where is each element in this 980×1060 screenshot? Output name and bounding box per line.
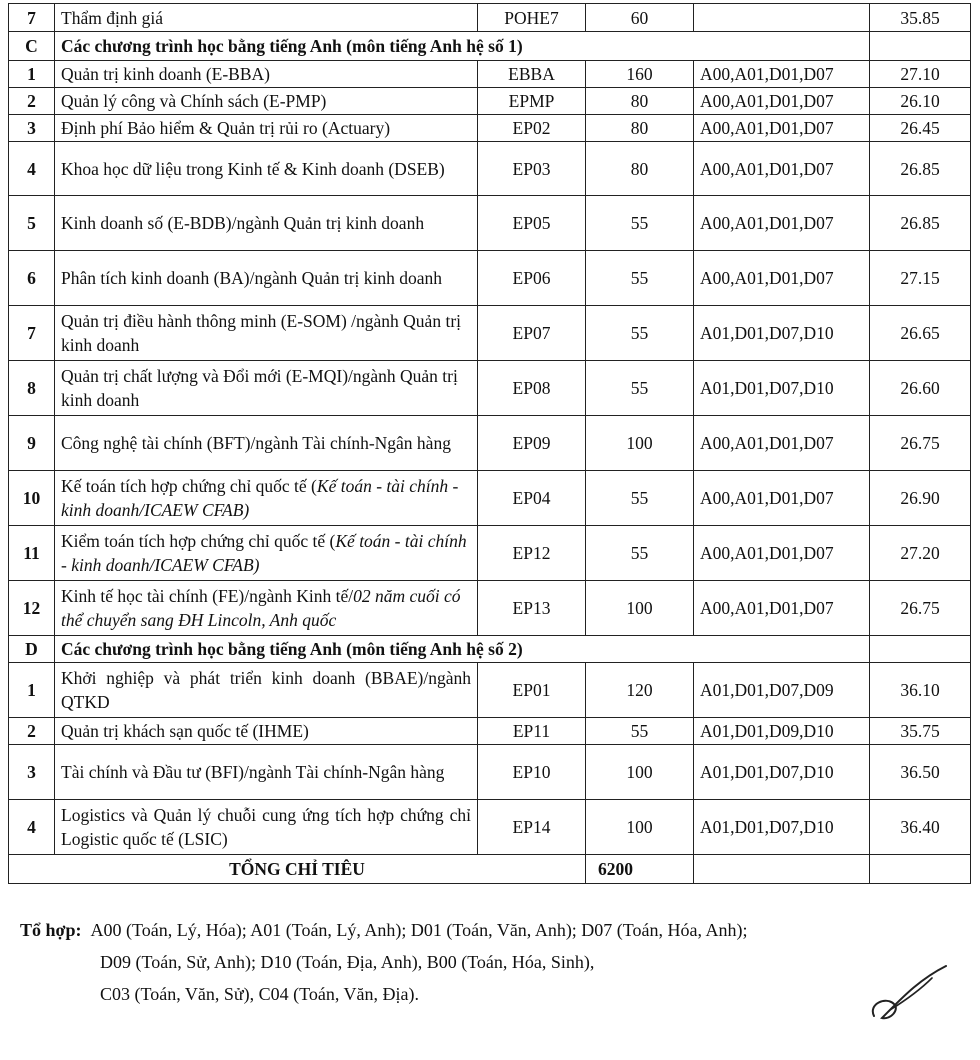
section-index: D <box>9 636 55 663</box>
notes-line: A00 (Toán, Lý, Hóa); A01 (Toán, Lý, Anh); D01 (Toán, Văn, Anh); D07 (Toán, Hóa, Anh); <box>90 920 748 940</box>
subject-combination: A01,D01,D07,D10 <box>694 800 870 855</box>
section-index: C <box>9 32 55 61</box>
table-row <box>9 142 971 196</box>
cutoff-score: 26.90 <box>870 471 971 526</box>
subject-combination: A01,D01,D07,D10 <box>694 745 870 800</box>
program-name <box>55 526 478 581</box>
table-row <box>9 251 971 306</box>
program-code: POHE7 <box>478 4 586 32</box>
program-quota: 100 <box>586 581 694 636</box>
program-code: EP14 <box>478 800 586 855</box>
table-row <box>9 115 971 142</box>
cutoff-score: 35.75 <box>870 718 971 745</box>
program-name: Tài chính và Đầu tư (BFI)/ngành Tài chính-Ngân hàng <box>55 745 478 800</box>
signature-mark <box>860 960 950 1030</box>
cutoff-score: 26.65 <box>870 306 971 361</box>
score-cell <box>870 32 971 61</box>
section-title: Các chương trình học bằng tiếng Anh (môn tiếng Anh hệ số 2) <box>55 636 870 663</box>
program-quota: 160 <box>586 61 694 88</box>
program-code: EP06 <box>478 251 586 306</box>
row-index: 3 <box>9 115 55 142</box>
combination-notes <box>20 914 940 1010</box>
program-quota: 55 <box>586 306 694 361</box>
subject-combination: A00,A01,D01,D07 <box>694 142 870 196</box>
table-row <box>9 636 971 663</box>
program-code: EPMP <box>478 88 586 115</box>
program-name: Quản trị kinh doanh (E-BBA) <box>55 61 478 88</box>
program-name: Khởi nghiệp và phát triển kinh doanh (BBAE)/ngành QTKD <box>55 663 478 718</box>
cutoff-score: 26.75 <box>870 581 971 636</box>
cutoff-score: 27.15 <box>870 251 971 306</box>
table-row <box>9 800 971 855</box>
table-row <box>9 361 971 416</box>
notes-line: C03 (Toán, Văn, Sử), C04 (Toán, Văn, Địa). <box>100 984 420 1004</box>
row-index: 9 <box>9 416 55 471</box>
row-index: 7 <box>9 306 55 361</box>
table-row <box>9 526 971 581</box>
program-name: Thẩm định giá <box>55 4 478 32</box>
program-code: EP08 <box>478 361 586 416</box>
program-name-italic: 02 năm cuối có thể chuyển sang ĐH Lincoln, Anh quốc <box>61 586 461 630</box>
row-index: 7 <box>9 4 55 32</box>
subject-combination: A00,A01,D01,D07 <box>694 61 870 88</box>
table-row <box>9 88 971 115</box>
subject-combination <box>694 4 870 32</box>
program-code: EP04 <box>478 471 586 526</box>
table-row <box>9 471 971 526</box>
cutoff-score: 26.10 <box>870 88 971 115</box>
program-code: EP01 <box>478 663 586 718</box>
section-title: Các chương trình học bằng tiếng Anh (môn tiếng Anh hệ số 1) <box>55 32 870 61</box>
row-index: 12 <box>9 581 55 636</box>
table-row <box>9 32 971 61</box>
program-quota: 100 <box>586 416 694 471</box>
table-row <box>9 4 971 32</box>
total-quota: 6200 <box>586 855 694 884</box>
subject-combination: A01,D01,D09,D10 <box>694 718 870 745</box>
subject-combination: A00,A01,D01,D07 <box>694 471 870 526</box>
program-quota: 55 <box>586 718 694 745</box>
total-label: TỔNG CHỈ TIÊU <box>9 855 586 884</box>
cutoff-score: 26.60 <box>870 361 971 416</box>
program-code: EP09 <box>478 416 586 471</box>
subject-combination: A01,D01,D07,D09 <box>694 663 870 718</box>
subject-combination: A00,A01,D01,D07 <box>694 115 870 142</box>
score-cell <box>870 636 971 663</box>
program-code: EP13 <box>478 581 586 636</box>
program-quota: 55 <box>586 526 694 581</box>
admission-table <box>8 3 971 884</box>
notes-label: Tổ hợp: <box>20 920 82 940</box>
subject-combination: A00,A01,D01,D07 <box>694 88 870 115</box>
program-name-text: Kế toán tích hợp chứng chỉ quốc tế ( <box>61 476 317 496</box>
program-quota: 80 <box>586 88 694 115</box>
row-index: 2 <box>9 718 55 745</box>
program-quota: 55 <box>586 196 694 251</box>
program-code: EBBA <box>478 61 586 88</box>
row-index: 10 <box>9 471 55 526</box>
cutoff-score: 26.75 <box>870 416 971 471</box>
row-index: 5 <box>9 196 55 251</box>
cutoff-score: 26.85 <box>870 196 971 251</box>
program-name: Quản trị khách sạn quốc tế (IHME) <box>55 718 478 745</box>
table-row <box>9 196 971 251</box>
row-index: 4 <box>9 800 55 855</box>
table-row <box>9 416 971 471</box>
program-quota: 100 <box>586 745 694 800</box>
subject-combination: A00,A01,D01,D07 <box>694 581 870 636</box>
program-quota: 100 <box>586 800 694 855</box>
program-name: Định phí Bảo hiểm & Quản trị rủi ro (Actuary) <box>55 115 478 142</box>
program-name: Quản trị chất lượng và Đổi mới (E-MQI)/ngành Quản trị kinh doanh <box>55 361 478 416</box>
row-index: 11 <box>9 526 55 581</box>
notes-line: D09 (Toán, Sử, Anh); D10 (Toán, Địa, Anh), B00 (Toán, Hóa, Sinh), <box>100 952 595 972</box>
program-name: Khoa học dữ liệu trong Kinh tế & Kinh doanh (DSEB) <box>55 142 478 196</box>
program-name-italic: Kế toán - tài chính - kinh doanh/ICAEW CFAB) <box>61 531 467 575</box>
program-name-text: Kiểm toán tích hợp chứng chỉ quốc tế ( <box>61 531 336 551</box>
score-cell <box>870 855 971 884</box>
cutoff-score: 36.10 <box>870 663 971 718</box>
program-code: EP07 <box>478 306 586 361</box>
row-index: 3 <box>9 745 55 800</box>
cutoff-score: 27.20 <box>870 526 971 581</box>
admission-table-body <box>9 4 971 884</box>
cutoff-score: 26.45 <box>870 115 971 142</box>
cutoff-score: 36.50 <box>870 745 971 800</box>
table-row <box>9 61 971 88</box>
subject-combination: A00,A01,D01,D07 <box>694 416 870 471</box>
cutoff-score: 36.40 <box>870 800 971 855</box>
program-name <box>55 581 478 636</box>
row-index: 1 <box>9 663 55 718</box>
subject-combination: A00,A01,D01,D07 <box>694 526 870 581</box>
table-row <box>9 745 971 800</box>
program-code: EP02 <box>478 115 586 142</box>
program-quota: 60 <box>586 4 694 32</box>
row-index: 6 <box>9 251 55 306</box>
row-index: 1 <box>9 61 55 88</box>
table-row <box>9 855 971 884</box>
program-code: EP05 <box>478 196 586 251</box>
program-quota: 80 <box>586 115 694 142</box>
subject-combination: A01,D01,D07,D10 <box>694 306 870 361</box>
cutoff-score: 27.10 <box>870 61 971 88</box>
cutoff-score: 35.85 <box>870 4 971 32</box>
table-row <box>9 581 971 636</box>
program-quota: 55 <box>586 361 694 416</box>
program-quota: 55 <box>586 471 694 526</box>
combo-cell <box>694 855 870 884</box>
program-name-italic: Kế toán - tài chính - kinh doanh/ICAEW CFAB) <box>61 476 459 520</box>
row-index: 8 <box>9 361 55 416</box>
cutoff-score: 26.85 <box>870 142 971 196</box>
table-row <box>9 663 971 718</box>
program-name: Kinh doanh số (E-BDB)/ngành Quản trị kinh doanh <box>55 196 478 251</box>
program-quota: 80 <box>586 142 694 196</box>
program-name: Quản lý công và Chính sách (E-PMP) <box>55 88 478 115</box>
program-name: Phân tích kinh doanh (BA)/ngành Quản trị kinh doanh <box>55 251 478 306</box>
program-code: EP10 <box>478 745 586 800</box>
program-name: Logistics và Quản lý chuỗi cung ứng tích hợp chứng chỉ Logistic quốc tế (LSIC) <box>55 800 478 855</box>
program-quota: 120 <box>586 663 694 718</box>
program-code: EP03 <box>478 142 586 196</box>
program-code: EP12 <box>478 526 586 581</box>
row-index: 4 <box>9 142 55 196</box>
subject-combination: A00,A01,D01,D07 <box>694 251 870 306</box>
program-name-text: Kinh tế học tài chính (FE)/ngành Kinh tế/ <box>61 586 354 606</box>
program-name: Công nghệ tài chính (BFT)/ngành Tài chính-Ngân hàng <box>55 416 478 471</box>
subject-combination: A01,D01,D07,D10 <box>694 361 870 416</box>
table-row <box>9 306 971 361</box>
program-quota: 55 <box>586 251 694 306</box>
subject-combination: A00,A01,D01,D07 <box>694 196 870 251</box>
table-row <box>9 718 971 745</box>
program-name: Quản trị điều hành thông minh (E-SOM) /ngành Quản trị kinh doanh <box>55 306 478 361</box>
program-code: EP11 <box>478 718 586 745</box>
row-index: 2 <box>9 88 55 115</box>
program-name <box>55 471 478 526</box>
